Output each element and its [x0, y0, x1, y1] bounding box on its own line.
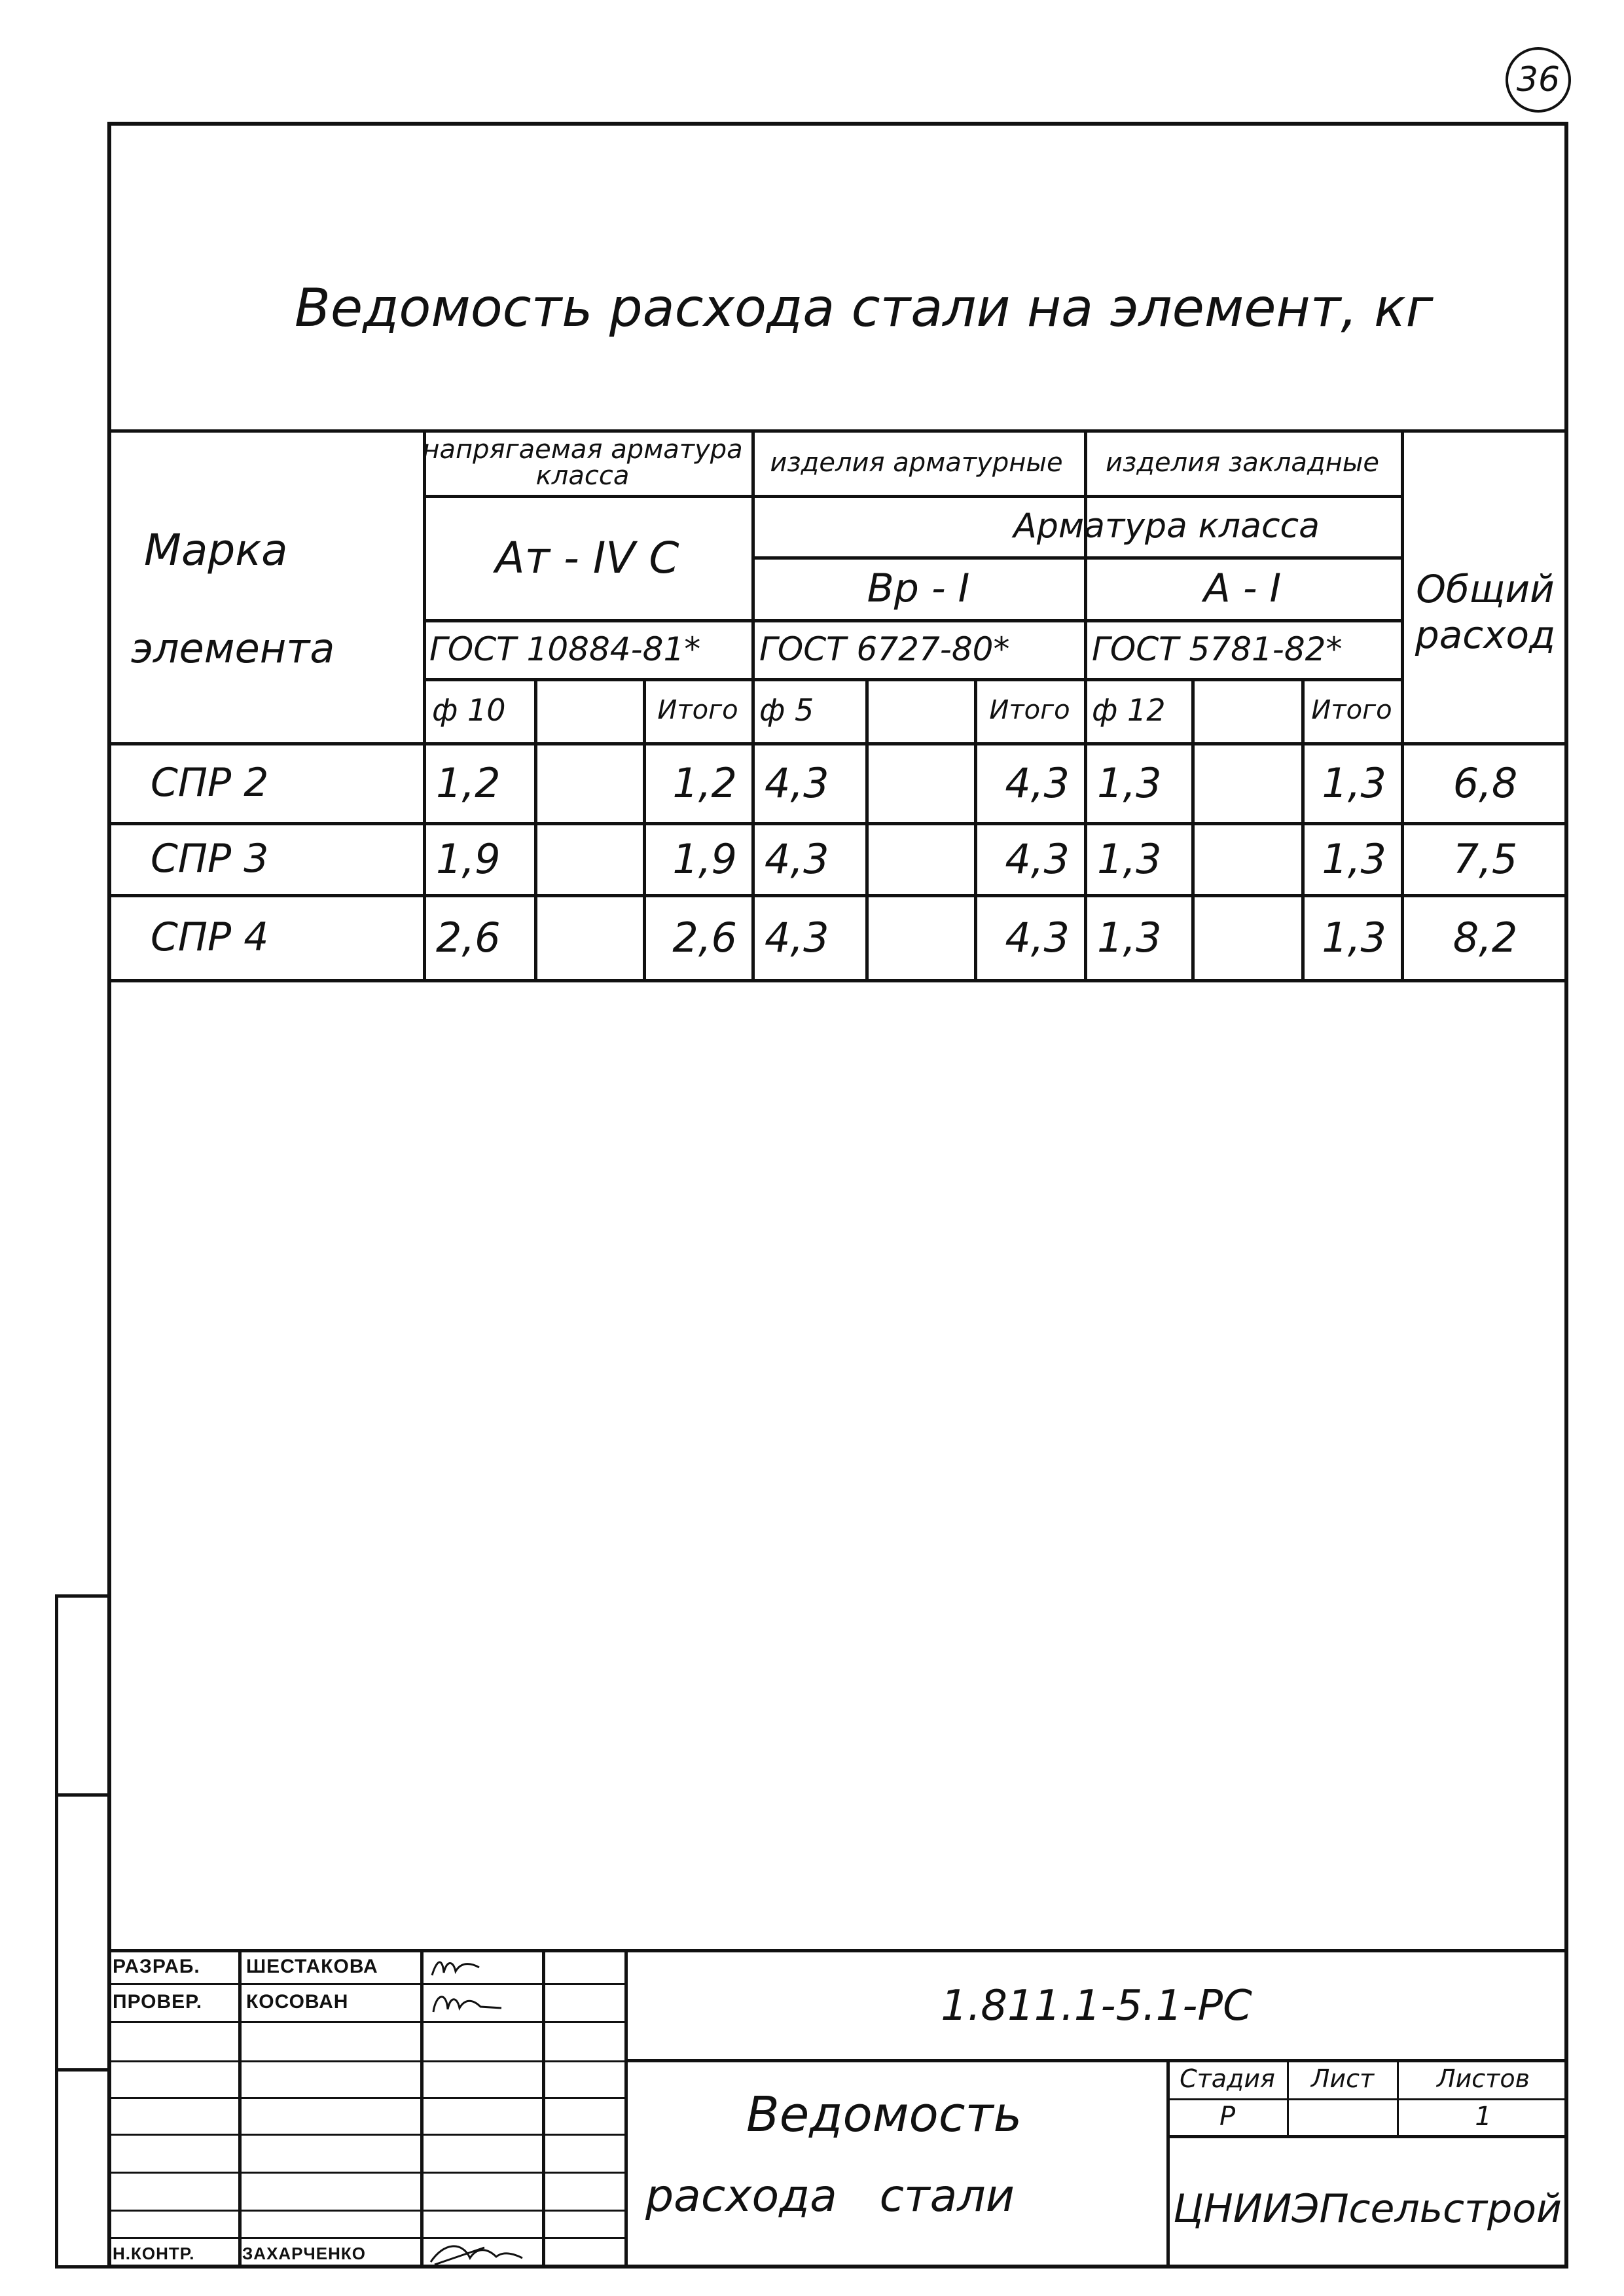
row-value: [537, 825, 641, 893]
header-gost-5781: ГОСТ 5781-82*: [1092, 630, 1343, 668]
signature-developer: [424, 1953, 539, 1982]
header-class-bp-i: Bp - I: [867, 565, 970, 611]
header-armature-class: Арматура класса: [1013, 507, 1320, 546]
row-value: 1,2: [436, 759, 501, 807]
row-value: 4,3: [1005, 759, 1070, 807]
stage-label: Стадия: [1180, 2064, 1275, 2093]
binding-strip-divider: [55, 1793, 111, 1797]
row-value: 2,6: [436, 913, 501, 961]
header-total-line1: Общий: [1416, 567, 1555, 611]
row-value: 1,3: [1097, 913, 1162, 961]
row-total: 7,5: [1453, 834, 1518, 883]
row-value: [1194, 746, 1299, 819]
row-value: 4,3: [1005, 913, 1070, 961]
sheet-value: [1290, 2100, 1396, 2134]
document-title-line1: Ведомость: [746, 2087, 1022, 2143]
role-checked: ПРОВЕР.: [113, 1991, 203, 2013]
header-mark-line1: Марка: [144, 524, 288, 575]
header-class-at-ivc: Aт - IV C: [495, 532, 679, 583]
row-mark: СПР 2: [151, 760, 269, 806]
sheets-value: 1: [1475, 2102, 1492, 2132]
row-value: 1,3: [1097, 834, 1162, 883]
binding-strip: [55, 1594, 111, 2269]
row-value: 1,3: [1322, 834, 1386, 883]
header-group-armature-products: изделия арматурные: [770, 448, 1063, 478]
row-value: 4,3: [1005, 834, 1070, 883]
signature-checker: [424, 1987, 539, 2018]
row-value: 1,9: [672, 834, 737, 883]
header-group-embedded-products: изделия закладные: [1106, 448, 1379, 478]
row-total: 8,2: [1453, 913, 1518, 961]
stage-value: Р: [1219, 2102, 1236, 2132]
row-value: [868, 898, 973, 977]
sheet-label: Лист: [1310, 2064, 1375, 2093]
name-developer: ШЕСТАКОВА: [246, 1956, 378, 1977]
subheader-empty: [868, 681, 973, 740]
row-value: [1194, 898, 1299, 977]
row-value: 1,2: [672, 759, 737, 807]
document-title-line2: расхода стали: [645, 2170, 1015, 2222]
subheader-empty: [537, 681, 641, 740]
subheader-d5: ф 5: [759, 692, 814, 728]
sheet-number: 36: [1506, 47, 1571, 113]
header-group-prestressed: напрягаемая арматура класса: [422, 435, 743, 491]
subheader-total-1: Итого: [657, 695, 738, 725]
subheader-empty: [1194, 681, 1299, 740]
name-norm-controller: ЗАХАРЧЕНКО: [242, 2243, 367, 2263]
header-gost-10884: ГОСТ 10884-81*: [429, 630, 701, 668]
subheader-total-2: Итого: [989, 695, 1070, 725]
header-mark-line2: элемента: [131, 624, 335, 672]
name-checker: КОСОВАН: [246, 1991, 349, 2013]
row-value: 1,3: [1322, 759, 1386, 807]
header-total-line2: расход: [1415, 613, 1556, 657]
subheader-total-3: Итого: [1311, 695, 1392, 725]
row-value: 2,6: [672, 913, 737, 961]
header-gost-6727: ГОСТ 6727-80*: [759, 630, 1010, 668]
role-norm-control: Н.КОНТР.: [113, 2243, 195, 2263]
row-value: 1,3: [1097, 759, 1162, 807]
row-mark: СПР 4: [151, 914, 269, 960]
organization-name: ЦНИИЭПсельстрой: [1173, 2186, 1562, 2232]
row-value: 4,3: [765, 834, 829, 883]
row-value: [537, 746, 641, 819]
subheader-d12: ф 12: [1092, 692, 1166, 728]
role-developed: РАЗРАБ.: [113, 1956, 200, 1977]
row-value: [537, 898, 641, 977]
signature-norm-controller: [424, 2238, 539, 2267]
row-value: 4,3: [765, 913, 829, 961]
row-value: 1,3: [1322, 913, 1386, 961]
header-class-a-i: A - I: [1203, 565, 1282, 611]
binding-strip-divider: [55, 2068, 111, 2072]
document-code: 1.811.1-5.1-РС: [941, 1982, 1252, 2030]
row-value: 1,9: [436, 834, 501, 883]
subheader-d10: ф 10: [432, 692, 506, 728]
row-value: [868, 746, 973, 819]
row-value: 4,3: [765, 759, 829, 807]
row-value: [1194, 825, 1299, 893]
row-value: [868, 825, 973, 893]
row-total: 6,8: [1453, 759, 1518, 807]
row-mark: СПР 3: [151, 836, 269, 882]
sheets-label: Листов: [1437, 2064, 1530, 2093]
page-title: Ведомость расхода стали на элемент, кг: [295, 277, 1434, 338]
